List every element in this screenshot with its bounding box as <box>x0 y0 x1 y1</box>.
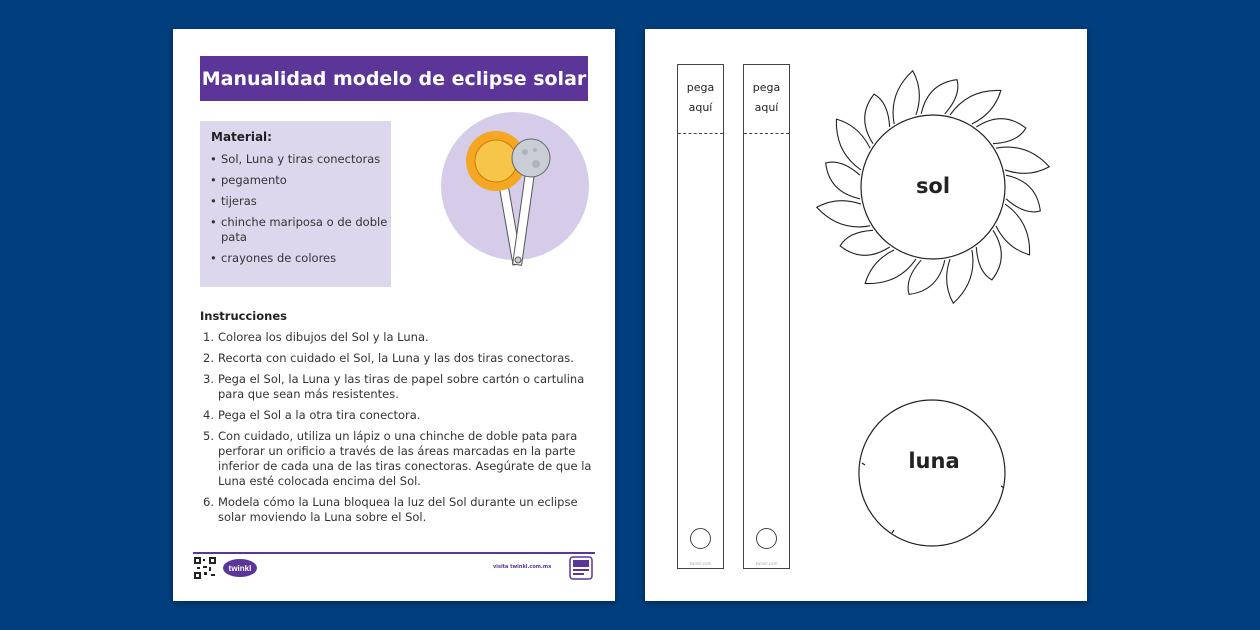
moon-stick <box>513 173 535 265</box>
instructions-page <box>173 29 615 601</box>
strip-label: pega <box>686 81 715 94</box>
instruction-step <box>203 330 593 345</box>
sun-flame <box>893 71 919 124</box>
sun-flame <box>908 260 945 294</box>
qr-code-icon <box>194 557 216 579</box>
step-text: Recorta con cuidado el Sol, la Luna y las dos tiras conectoras. <box>218 351 574 365</box>
sun-flame <box>1006 175 1040 212</box>
pin <box>515 257 521 263</box>
connector-strip <box>743 64 790 569</box>
logo-text: twinkl <box>228 564 252 573</box>
step-text: Pega el Sol a la otra tira conectora. <box>218 408 421 422</box>
sun-flame <box>817 201 870 227</box>
footer-divider <box>193 552 595 554</box>
sun-flame <box>996 147 1049 173</box>
moon-circle <box>859 400 1005 546</box>
instruction-step <box>203 372 593 402</box>
material-heading: Material: <box>211 130 272 144</box>
moon-label: luna <box>908 449 960 473</box>
material-item: • tijeras <box>210 194 391 209</box>
pin-hole <box>756 528 777 549</box>
instructions-list <box>203 330 593 531</box>
strip-label: aquí <box>754 101 779 114</box>
page-title: Manualidad modelo de eclipse solar <box>200 56 588 101</box>
material-item: • Sol, Luna y tiras conectoras <box>210 152 391 167</box>
material-box <box>200 121 391 287</box>
step-text: Con cuidado, utiliza un lápiz o una chinche de doble pata para perforar un orificio a través de las áreas marcadas en la parte inferior de cada una de las tiras conectoras. Asegúrate de que la Luna esté colocada encima del Sol. <box>218 429 592 488</box>
moon-cutout <box>852 393 1012 553</box>
instruction-step <box>203 429 593 489</box>
fold-line <box>678 133 723 134</box>
sun-flame <box>826 162 860 199</box>
twinkl-logo-icon <box>222 558 258 578</box>
step-number: 3. <box>203 372 214 386</box>
fold-line <box>744 133 789 134</box>
cutout-page <box>645 29 1087 601</box>
step-number: 4. <box>203 408 214 422</box>
instruction-step <box>203 351 593 366</box>
sun-flame <box>947 250 973 303</box>
connector-strip <box>677 64 724 569</box>
material-item: • chinche mariposa o de doble pata <box>210 215 391 245</box>
strip-label: aquí <box>688 101 713 114</box>
step-number: 2. <box>203 351 214 365</box>
step-number: 1. <box>203 330 214 344</box>
step-text: Modela cómo la Luna bloquea la luz del Sol durante un eclipse solar moviendo la Luna sobre el Sol. <box>218 495 578 524</box>
instruction-step <box>203 408 593 423</box>
sun-label: sol <box>915 174 951 198</box>
sun-flame <box>921 80 958 114</box>
pin-hole <box>690 528 711 549</box>
moon-icon <box>512 139 550 177</box>
quality-badge-icon <box>569 556 593 580</box>
material-list <box>210 152 391 272</box>
instruction-step <box>203 495 593 525</box>
strip-credit: twinkl.com <box>755 561 778 566</box>
instructions-heading: Instrucciones <box>200 309 287 323</box>
strip-label: pega <box>752 81 781 94</box>
step-text: Pega el Sol, la Luna y las tiras de papel sobre cartón o cartulina para que sean más resistentes. <box>218 372 585 401</box>
material-item: • pegamento <box>210 173 391 188</box>
step-text: Colorea los dibujos del Sol y la Luna. <box>218 330 429 344</box>
footer-url: visita twinkl.com.mx <box>493 564 552 570</box>
material-item: • crayones de colores <box>210 251 391 266</box>
step-number: 5. <box>203 429 214 443</box>
strip-credit: twinkl.com <box>689 561 712 566</box>
eclipse-model-illustration <box>463 121 573 271</box>
step-number: 6. <box>203 495 214 509</box>
